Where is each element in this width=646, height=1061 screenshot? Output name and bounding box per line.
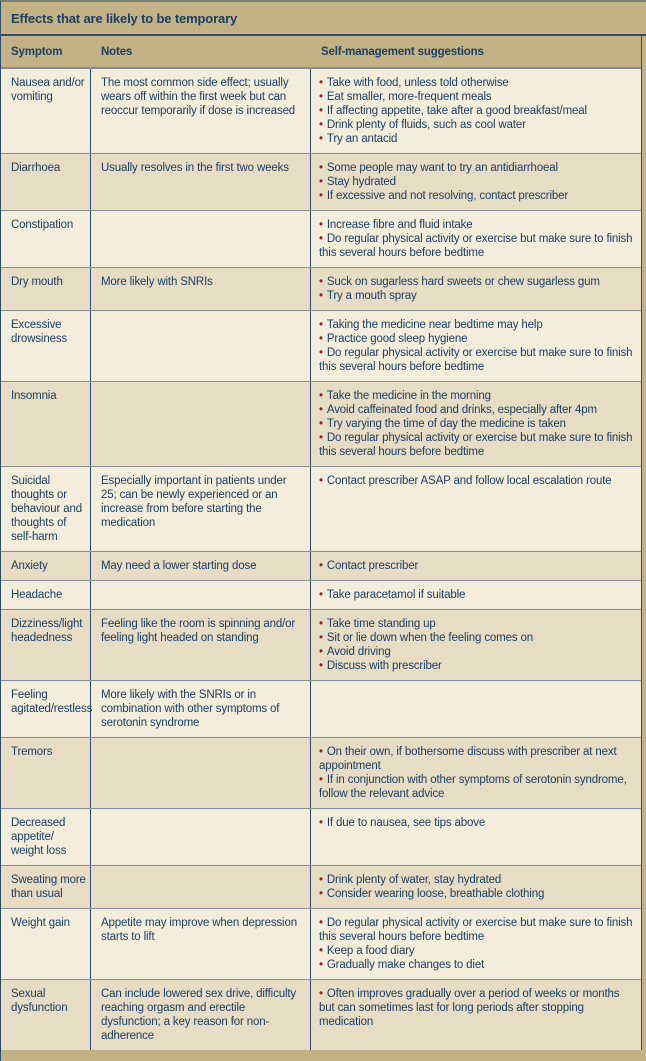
table-row: [1, 681, 641, 738]
table-title: Effects that are likely to be temporary: [11, 10, 238, 26]
notes-cell: Usually resolves in the first two weeks: [91, 154, 311, 210]
symptom-cell: Decreased appetite/ weight loss: [1, 809, 91, 865]
table-row: [1, 552, 641, 581]
suggestion-item: [319, 958, 633, 972]
notes-cell: More likely with the SNRIs or in combination with other symptoms of serotonin syndrome: [91, 681, 311, 737]
bullet-icon: •: [319, 959, 323, 971]
suggestion-text: On their own, if bothersome discuss with prescriber at next appointment: [319, 746, 617, 772]
bullet-icon: •: [319, 618, 323, 630]
suggestions-cell: [311, 980, 641, 1050]
suggestion-item: [319, 104, 633, 118]
column-header-symptom: Symptom: [11, 46, 63, 58]
suggestion-text: Try a mouth spray: [326, 290, 417, 302]
table-header-row: [1, 36, 641, 69]
suggestions-cell: [311, 69, 641, 153]
suggestion-item: [319, 645, 633, 659]
suggestion-text: Do regular physical activity or exercise but make sure to finish this several hours before bedtime: [319, 347, 633, 373]
suggestion-item: [319, 389, 633, 403]
bullet-icon: •: [319, 817, 323, 829]
suggestion-text: Keep a food diary: [326, 945, 415, 957]
suggestions-cell: [311, 268, 641, 310]
suggestion-text: Gradually make changes to diet: [326, 959, 485, 971]
suggestion-text: Try an antacid: [326, 133, 398, 145]
suggestion-text: If excessive and not resolving, contact prescriber: [326, 190, 569, 202]
bullet-icon: •: [319, 404, 323, 416]
suggestion-item: [319, 873, 633, 887]
notes-cell: [91, 581, 311, 609]
table-row: [1, 909, 641, 980]
suggestion-text: Do regular physical activity or exercise but make sure to finish this several hours before bedtime: [319, 233, 633, 259]
bullet-icon: •: [319, 290, 323, 302]
suggestion-item: [319, 417, 633, 431]
suggestion-text: Contact prescriber ASAP and follow local escalation route: [326, 475, 612, 487]
bullet-icon: •: [319, 475, 323, 487]
bullet-icon: •: [319, 319, 323, 331]
bullet-icon: •: [319, 190, 323, 202]
suggestion-text: Some people may want to try an antidiarrhoeal: [326, 162, 558, 174]
suggestion-text: Taking the medicine near bedtime may help: [326, 319, 543, 331]
suggestion-item: [319, 916, 633, 944]
bullet-icon: •: [319, 162, 323, 174]
notes-cell: The most common side effect; usually wears off within the first week but can reoccur temporarily if dose is increased: [91, 69, 311, 153]
symptom-cell: Nausea and/or vomiting: [1, 69, 91, 153]
suggestions-cell: [311, 311, 641, 381]
suggestions-cell: [311, 382, 641, 466]
suggestion-item: [319, 232, 633, 260]
suggestions-cell: [311, 467, 641, 551]
table-row: [1, 154, 641, 211]
column-header-self-management: Self-management suggestions: [321, 46, 484, 58]
suggestions-cell: [311, 610, 641, 680]
suggestion-text: Contact prescriber: [326, 560, 419, 572]
notes-cell: Can include lowered sex drive, difficulty reaching orgasm and erectile dysfunction; a key reason for non-adherence: [91, 980, 311, 1050]
bullet-icon: •: [319, 276, 323, 288]
table-row: [1, 738, 641, 809]
bullet-icon: •: [319, 646, 323, 658]
suggestion-item: [319, 944, 633, 958]
symptom-cell: Anxiety: [1, 552, 91, 580]
suggestion-text: Take the medicine in the morning: [326, 390, 491, 402]
suggestion-item: [319, 132, 633, 146]
suggestion-item: [319, 76, 633, 90]
suggestion-text: Take paracetamol if suitable: [326, 589, 466, 601]
suggestion-item: [319, 987, 633, 1029]
bullet-icon: •: [319, 105, 323, 117]
table-row: [1, 69, 641, 154]
table-row: [1, 581, 641, 610]
notes-cell: [91, 866, 311, 908]
bullet-icon: •: [319, 77, 323, 89]
bullet-icon: •: [319, 133, 323, 145]
suggestion-text: Do regular physical activity or exercise but make sure to finish this several hours before bedtime: [319, 432, 633, 458]
table-row: [1, 311, 641, 382]
notes-cell: More likely with SNRIs: [91, 268, 311, 310]
bullet-icon: •: [319, 888, 323, 900]
bullet-icon: •: [319, 390, 323, 402]
bullet-icon: •: [319, 988, 323, 1000]
table-row: [1, 809, 641, 866]
symptom-cell: Suicidal thoughts or behaviour and thoughts of self-harm: [1, 467, 91, 551]
suggestion-text: Increase fibre and fluid intake: [326, 219, 473, 231]
bullet-icon: •: [319, 560, 323, 572]
symptom-cell: Insomnia: [1, 382, 91, 466]
bullet-icon: •: [319, 746, 323, 758]
table-row: [1, 980, 641, 1050]
suggestion-item: [319, 332, 633, 346]
suggestion-item: [319, 118, 633, 132]
table-title-bar: [1, 2, 646, 36]
suggestion-item: [319, 816, 633, 830]
bullet-icon: •: [319, 176, 323, 188]
notes-cell: [91, 382, 311, 466]
notes-cell: Especially important in patients under 25; can be newly experienced or an increase from before starting the medication: [91, 467, 311, 551]
suggestion-item: [319, 346, 633, 374]
symptom-cell: Diarrhoea: [1, 154, 91, 210]
bullet-icon: •: [319, 874, 323, 886]
symptom-cell: Dry mouth: [1, 268, 91, 310]
table-row: [1, 268, 641, 311]
symptom-cell: Sweating more than usual: [1, 866, 91, 908]
suggestion-item: [319, 659, 633, 673]
symptom-cell: Tremors: [1, 738, 91, 808]
table-row: [1, 211, 641, 268]
suggestion-text: Often improves gradually over a period of weeks or months but can sometimes last for long periods after stopping medication: [319, 988, 620, 1028]
symptom-cell: Constipation: [1, 211, 91, 267]
suggestion-item: [319, 773, 633, 801]
suggestions-cell: [311, 581, 641, 609]
suggestion-text: Avoid caffeinated food and drinks, especially after 4pm: [326, 404, 597, 416]
suggestion-item: [319, 175, 633, 189]
suggestion-text: Drink plenty of water, stay hydrated: [326, 874, 502, 886]
suggestion-text: Discuss with prescriber: [326, 660, 442, 672]
suggestions-cell: [311, 211, 641, 267]
suggestion-item: [319, 588, 633, 602]
suggestion-text: Drink plenty of fluids, such as cool water: [326, 119, 526, 131]
suggestions-cell: [311, 738, 641, 808]
symptom-cell: Sexual dysfunction: [1, 980, 91, 1050]
bullet-icon: •: [319, 418, 323, 430]
bullet-icon: •: [319, 917, 323, 929]
suggestion-item: [319, 318, 633, 332]
suggestions-cell: [311, 552, 641, 580]
suggestions-cell: [311, 154, 641, 210]
table-row: [1, 382, 641, 467]
suggestion-text: Try varying the time of day the medicine is taken: [326, 418, 566, 430]
suggestion-text: Practice good sleep hygiene: [326, 333, 468, 345]
notes-cell: [91, 738, 311, 808]
bullet-icon: •: [319, 945, 323, 957]
bullet-icon: •: [319, 119, 323, 131]
suggestion-item: [319, 474, 633, 488]
suggestion-item: [319, 90, 633, 104]
bullet-icon: •: [319, 233, 323, 245]
suggestion-item: [319, 631, 633, 645]
suggestion-item: [319, 161, 633, 175]
suggestion-item: [319, 887, 633, 901]
suggestion-text: If affecting appetite, take after a good breakfast/meal: [326, 105, 587, 117]
suggestion-item: [319, 403, 633, 417]
suggestions-cell: [311, 909, 641, 979]
effects-table: [1, 36, 642, 1050]
symptom-cell: Weight gain: [1, 909, 91, 979]
suggestion-item: [319, 431, 633, 459]
table-row: [1, 467, 641, 552]
bullet-icon: •: [319, 660, 323, 672]
suggestions-cell: [311, 809, 641, 865]
suggestion-item: [319, 289, 633, 303]
suggestion-text: Take with food, unless told otherwise: [326, 77, 509, 89]
column-header-notes: Notes: [101, 46, 133, 58]
bullet-icon: •: [319, 632, 323, 644]
symptom-cell: Feeling agitated/restless: [1, 681, 91, 737]
bullet-icon: •: [319, 589, 323, 601]
notes-cell: Appetite may improve when depression starts to lift: [91, 909, 311, 979]
notes-cell: [91, 311, 311, 381]
suggestion-text: Consider wearing loose, breathable clothing: [326, 888, 545, 900]
suggestion-text: Do regular physical activity or exercise but make sure to finish this several hours before bedtime: [319, 917, 633, 943]
bullet-icon: •: [319, 219, 323, 231]
suggestion-text: Suck on sugarless hard sweets or chew sugarless gum: [326, 276, 600, 288]
suggestion-item: [319, 218, 633, 232]
bullet-icon: •: [319, 91, 323, 103]
suggestion-item: [319, 559, 633, 573]
suggestion-item: [319, 617, 633, 631]
bullet-icon: •: [319, 347, 323, 359]
suggestion-item: [319, 275, 633, 289]
bullet-icon: •: [319, 774, 323, 786]
suggestion-text: Avoid driving: [326, 646, 391, 658]
suggestion-text: If due to nausea, see tips above: [326, 817, 486, 829]
suggestions-cell: [311, 866, 641, 908]
symptom-cell: Excessive drowsiness: [1, 311, 91, 381]
table-row: [1, 610, 641, 681]
suggestion-item: [319, 189, 633, 203]
table-row: [1, 866, 641, 909]
suggestion-item: [319, 745, 633, 773]
bullet-icon: •: [319, 333, 323, 345]
suggestion-text: If in conjunction with other symptoms of serotonin syndrome, follow the relevant advice: [319, 774, 627, 800]
symptom-cell: Dizziness/light headedness: [1, 610, 91, 680]
symptom-cell: Headache: [1, 581, 91, 609]
suggestion-text: Take time standing up: [326, 618, 436, 630]
effects-table-body: [1, 69, 641, 1050]
suggestion-text: Stay hydrated: [326, 176, 396, 188]
notes-cell: [91, 211, 311, 267]
notes-cell: May need a lower starting dose: [91, 552, 311, 580]
notes-cell: [91, 809, 311, 865]
bullet-icon: •: [319, 432, 323, 444]
suggestions-cell: [311, 681, 641, 737]
suggestion-text: Eat smaller, more-frequent meals: [326, 91, 492, 103]
notes-cell: Feeling like the room is spinning and/or feeling light headed on standing: [91, 610, 311, 680]
suggestion-text: Sit or lie down when the feeling comes on: [326, 632, 533, 644]
